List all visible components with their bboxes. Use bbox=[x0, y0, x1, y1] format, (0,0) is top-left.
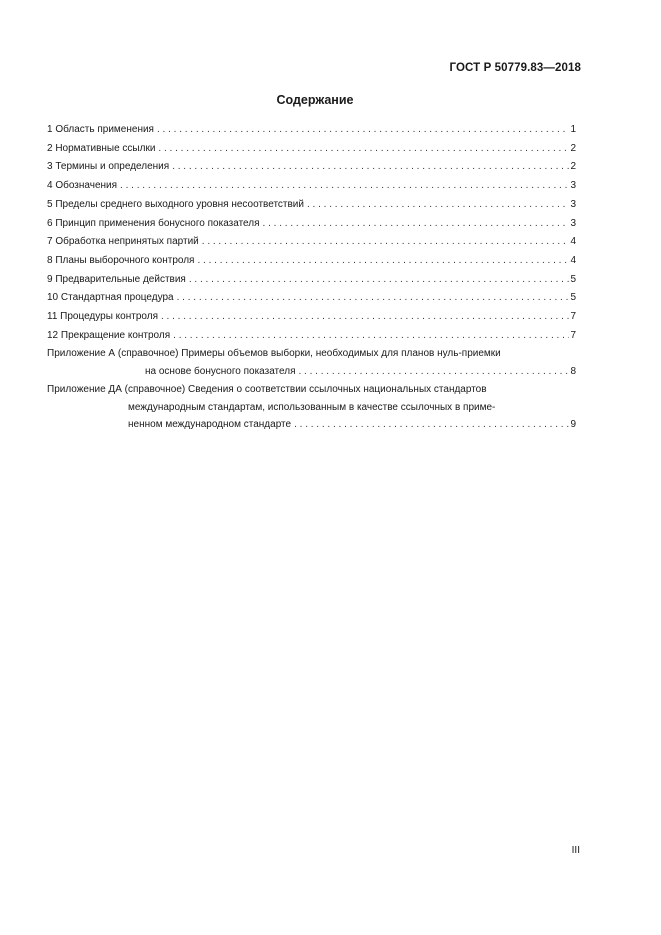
toc-entry[interactable] bbox=[47, 327, 576, 346]
leader-dots bbox=[173, 327, 569, 346]
leader-dots bbox=[157, 121, 569, 140]
toc-entry-page: 3 bbox=[570, 198, 576, 210]
toc-entry[interactable] bbox=[47, 158, 576, 177]
toc-entry[interactable] bbox=[47, 233, 576, 252]
leader-dots bbox=[197, 252, 569, 271]
toc-entry-label: 6 Принцип применения бонусного показателя bbox=[47, 217, 260, 229]
toc-entry[interactable] bbox=[47, 271, 576, 290]
appendix-da-title: Приложение ДА (справочное) Сведения о соответствии ссылочных национальных стандартов bbox=[47, 383, 487, 395]
appendix-da-title-cont: международным стандартам, использованным в качестве ссылочных в приме- bbox=[128, 401, 496, 413]
document-code: ГОСТ Р 50779.83—2018 bbox=[449, 62, 581, 74]
toc-entry[interactable] bbox=[47, 289, 576, 308]
leader-dots bbox=[172, 158, 569, 177]
leader-dots bbox=[120, 177, 569, 196]
appendix-da-page: 9 bbox=[570, 419, 576, 431]
toc-entry-label: 7 Обработка непринятых партий bbox=[47, 236, 199, 248]
toc-entry-page: 3 bbox=[570, 217, 576, 229]
toc-appendix-a[interactable] bbox=[47, 345, 576, 380]
toc-entry[interactable] bbox=[47, 140, 576, 159]
leader-dots bbox=[161, 308, 569, 327]
toc-entry[interactable] bbox=[47, 308, 576, 327]
toc-appendix-da[interactable] bbox=[47, 381, 576, 434]
leader-dots bbox=[177, 289, 570, 308]
toc-entry-label: 1 Область применения bbox=[47, 124, 154, 135]
toc-entry-page: 1 bbox=[570, 124, 576, 135]
toc-entry-page: 2 bbox=[570, 142, 576, 154]
toc-entry-page: 5 bbox=[570, 273, 576, 285]
toc-entry-page: 5 bbox=[570, 292, 576, 304]
appendix-a-title: Приложение А (справочное) Примеры объемов выборки, необходимых для планов нуль-приемки bbox=[47, 348, 501, 360]
page-number: III bbox=[571, 845, 580, 856]
toc-entry-label: 10 Стандартная процедура bbox=[47, 292, 174, 304]
toc-entry-page: 7 bbox=[570, 311, 576, 323]
toc-entry-page: 7 bbox=[570, 329, 576, 341]
leader-dots bbox=[202, 233, 570, 252]
toc-entry[interactable] bbox=[47, 196, 576, 215]
leader-dots bbox=[307, 196, 569, 215]
appendix-a-page: 8 bbox=[570, 366, 576, 378]
toc-entry[interactable] bbox=[47, 252, 576, 271]
toc-entry-label: 11 Процедуры контроля bbox=[47, 311, 158, 323]
toc-entry-label: 3 Термины и определения bbox=[47, 161, 170, 173]
toc-entry[interactable] bbox=[47, 215, 576, 234]
toc-entry-page: 3 bbox=[570, 180, 576, 192]
leader-dots bbox=[299, 363, 570, 381]
leader-dots bbox=[294, 416, 569, 434]
leader-dots bbox=[189, 271, 570, 290]
toc-entry-label: 9 Предварительные действия bbox=[47, 273, 186, 285]
table-of-contents bbox=[47, 121, 576, 434]
toc-entry-page: 4 bbox=[570, 254, 576, 266]
appendix-a-title-cont: на основе бонусного показателя bbox=[145, 366, 296, 378]
toc-title: Содержание bbox=[276, 93, 354, 107]
toc-entry-page: 4 bbox=[570, 236, 576, 248]
toc-entry-label: 4 Обозначения bbox=[47, 180, 118, 192]
toc-entry[interactable] bbox=[47, 177, 576, 196]
toc-entry-label: 12 Прекращение контроля bbox=[47, 329, 171, 341]
toc-entry-label: 5 Пределы среднего выходного уровня несоответствий bbox=[47, 198, 304, 210]
toc-entry-label: 2 Нормативные ссылки bbox=[47, 142, 156, 154]
toc-entry[interactable] bbox=[47, 121, 576, 140]
appendix-da-title-cont2: ненном международном стандарте bbox=[128, 419, 292, 431]
toc-entry-label: 8 Планы выборочного контроля bbox=[47, 254, 195, 266]
toc-entry-page: 2 bbox=[570, 161, 576, 173]
leader-dots bbox=[263, 215, 570, 234]
leader-dots bbox=[158, 140, 569, 159]
